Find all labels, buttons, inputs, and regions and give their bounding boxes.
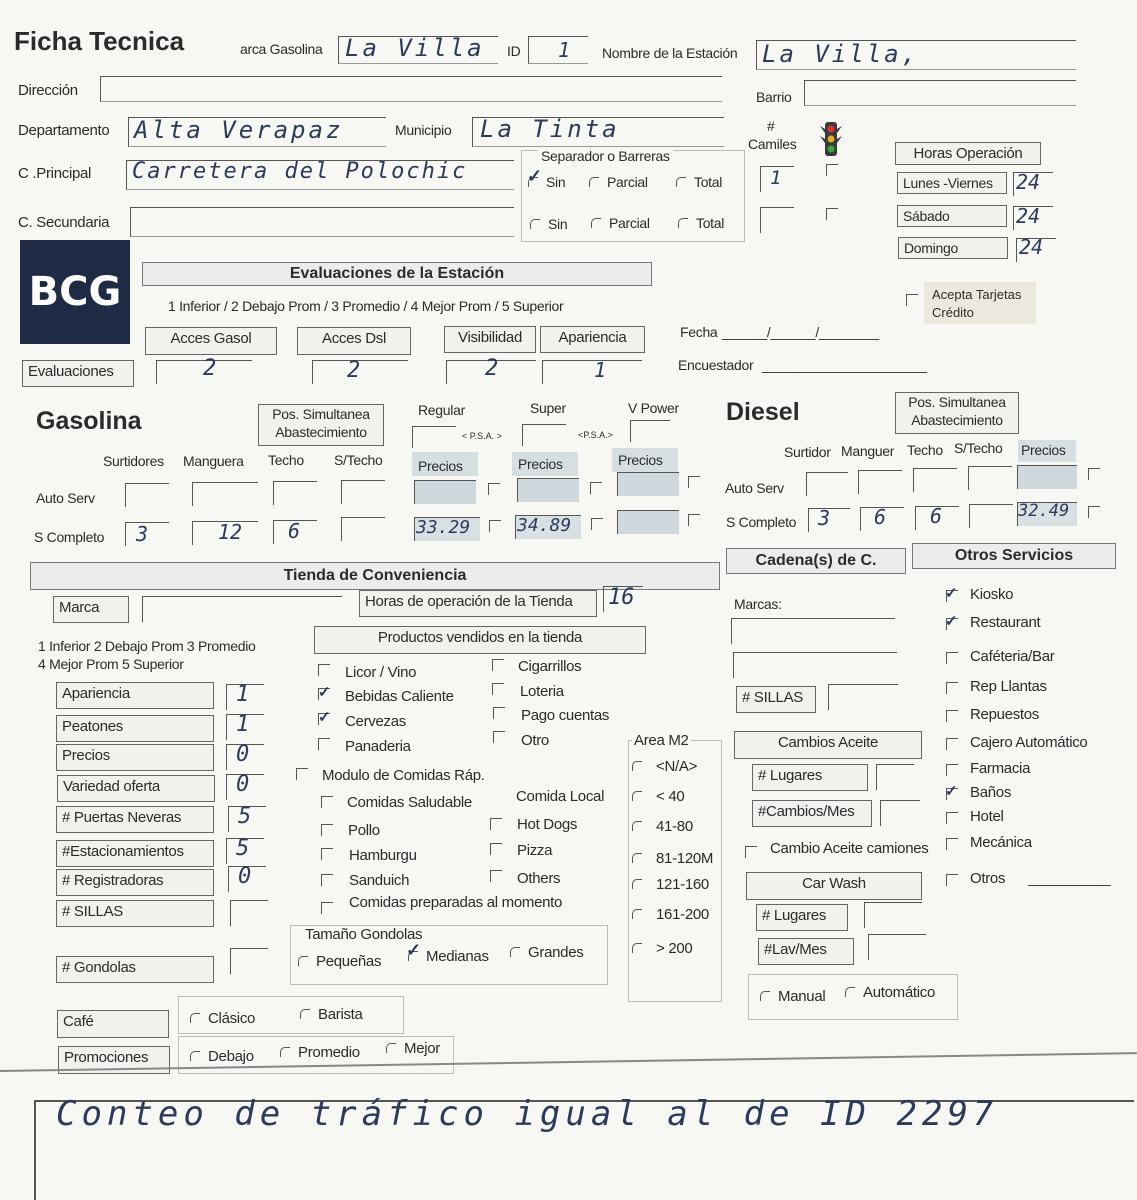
bebidas-label: Bebidas Caliente [345,688,454,705]
gondolas-label: Tamaño Gondolas [305,926,423,943]
pequenas-label: Pequeñas [316,953,382,970]
traffic-light-icon [816,120,846,158]
precios-regular-header: Precios [412,452,478,476]
licor-checkbox[interactable] [318,664,330,676]
mejor-label: Mejor [404,1040,441,1057]
marcas-label: Marcas: [734,596,782,612]
comida-local-label: Comida Local [516,788,605,805]
principal-parcial-radio[interactable] [589,174,648,190]
tienda-rating-label: # Puertas Neveras [56,806,214,833]
diesel-s-completo-label: S Completo [726,514,797,530]
eval-acces-gasol-label: Acces Gasol [145,327,277,355]
diesel-s-techo-value: 6 [930,504,943,528]
diesel-pos-simultanea [895,392,1019,434]
eval-acces-dsl-label: Acces Dsl [297,327,411,355]
precios-vpower-header: Precios [612,448,678,472]
manual-label: Manual [778,988,826,1005]
debajo-label: Debajo [208,1048,254,1065]
otros-servicio-label: Cajero Automático [970,734,1088,751]
departamento-label: Departamento [18,122,110,139]
radio-sin-label: Sin [548,216,568,232]
cervezas-check-icon: ✓ [318,709,331,726]
col-surtidor: Surtidor [784,444,831,460]
tienda-marca-field[interactable] [142,596,342,622]
area-option-label: 121-160 [656,876,709,893]
horas-operacion-title: Horas Operación [895,142,1041,165]
pequenas-radio[interactable] [298,953,381,970]
otros-servicio-checkbox[interactable] [946,838,958,850]
gasolina-pos-line-1: Pos. Simultanea [272,406,370,422]
eval-visibilidad-label: Visibilidad [444,326,536,353]
area-option-radio[interactable] [632,850,713,867]
diesel-title: Diesel [726,398,800,426]
gas-auto-vpower-checkbox[interactable] [688,476,700,488]
id-label: ID [507,43,521,59]
tienda-rating-label: # Registradoras [56,869,214,896]
area-option-radio[interactable] [632,876,709,893]
medianas-label: Medianas [426,948,489,965]
otros-servicio-label: Hotel [970,808,1004,825]
sanduich-checkbox[interactable] [321,874,333,886]
marca-gasolina-value: La Villa [345,34,485,62]
diesel-s-surtidor-value: 3 [818,506,831,530]
regular-pos-field[interactable] [412,426,456,448]
cafe-label: Café [57,1010,169,1038]
separador-label: Separador o Barreras [538,148,673,164]
tienda-rating-label: Apariencia [56,682,214,709]
tienda-rating-label: # SILLAS [56,900,214,927]
gas-s-manguera-value: 12 [218,520,243,544]
promedio-radio[interactable] [280,1044,360,1061]
aceite-lugares-field[interactable] [876,764,914,790]
psa-regular-super: < P.S.A. > [462,431,502,441]
hamburgu-label: Hamburgu [349,847,417,864]
camiles-principal-value: 1 [770,167,782,189]
otro-label: Otro [521,732,549,749]
eval-visibilidad-value: 2 [485,356,499,381]
tienda-rating-label: #Estacionamientos [56,840,214,867]
gas-auto-techo-field[interactable] [273,481,317,505]
area-option-label: < 40 [656,788,685,805]
modulo-comidas-label: Modulo de Comidas Ráp. [322,767,485,784]
promedio-label: Promedio [298,1044,360,1061]
nombre-estacion-label: Nombre de la Estación [602,45,738,61]
lunes-viernes-value: 24 [1016,170,1041,194]
gas-auto-serv-label: Auto Serv [36,490,95,506]
departamento-value: Alta Verapaz [134,116,344,144]
domingo-label: Domingo [898,237,1008,259]
loteria-checkbox[interactable] [492,683,504,695]
c-principal-label: C .Principal [18,165,92,182]
grandes-label: Grandes [528,944,584,961]
car-wash-title: Car Wash [746,872,922,900]
aceite-camiones-label: Cambio Aceite camiones [770,840,929,857]
otros-servicio-label: Kiosko [970,586,1014,603]
barrio-label: Barrio [756,89,792,105]
mejor-radio[interactable] [386,1040,440,1057]
aceite-lugares-label: # Lugares [752,764,868,791]
panaderia-checkbox[interactable] [318,738,330,750]
area-option-label: <N/A> [656,758,698,775]
tienda-rating-value: 0 [236,772,250,797]
psa-super-vpower: <P.S.A.> [578,430,613,440]
tienda-marca-label: Marca [53,596,129,623]
diesel-auto-serv-label: Auto Serv [725,480,784,496]
eval-apariencia-label: Apariencia [540,326,645,353]
diesel-pos-line-1: Pos. Simultanea [908,394,1006,410]
otros-servicio-checkbox[interactable] [946,710,958,722]
otros-servicio-checkbox[interactable] [946,652,958,664]
fecha-field[interactable]: ______/______/________ [722,324,879,340]
notes-divider [0,1052,1137,1078]
diesel-s-s-techo-field[interactable] [969,504,1013,528]
semaforo-secundaria-checkbox[interactable] [826,208,838,220]
col-surtidores: Surtidores [103,453,164,469]
area-option-radio[interactable] [632,818,693,835]
otros-servicio-checkbox[interactable] [946,682,958,694]
diesel-auto-techo-field[interactable] [913,468,957,492]
col-techo: Techo [268,452,304,468]
tienda-rating-label: Precios [56,744,214,771]
grandes-radio[interactable] [510,944,583,961]
gas-auto-super-price[interactable] [517,478,579,502]
aceite-cambios-mes-label: #Cambios/Mes [752,800,872,827]
direccion-label: Dirección [18,82,78,99]
diesel-auto-checkbox[interactable] [1088,468,1100,480]
otros-servicio-checkbox[interactable] [946,812,958,824]
gas-auto-manguera-field[interactable] [192,482,258,506]
eval-apariencia-value: 1 [594,358,607,382]
check-icon: ✓ [945,585,958,602]
radio-parcial-label: Parcial [609,215,650,231]
area-option-radio[interactable] [632,758,697,775]
area-option-radio[interactable] [632,940,692,957]
encuestador-field[interactable]: ______________________ [762,357,927,373]
tienda-rating-value: 0 [238,864,252,889]
gas-auto-regular-checkbox[interactable] [488,483,500,495]
notes-text: Conteo de tráfico igual al de ID 2297 [56,1094,999,1134]
col-diesel-techo: Techo [907,442,943,458]
cadena-title: Cadena(s) de C. [726,548,906,574]
col-manguer: Manguer [841,443,895,459]
otros-servicio-label: Repuestos [970,706,1040,723]
principal-total-radio[interactable] [676,174,722,190]
medianas-check-icon: ✓ [406,940,422,960]
hamburgu-checkbox[interactable] [321,848,333,860]
clasico-radio[interactable] [190,1010,255,1027]
check-icon: ✓ [945,783,958,800]
otros-servicio-label: Farmacia [970,760,1031,777]
super-pos-field[interactable] [522,424,566,446]
pago-cuentas-label: Pago cuentas [521,707,610,724]
modulo-comidas-checkbox[interactable] [296,768,308,780]
id-value: 1 [558,38,571,62]
carwash-lav-mes-label: #Lav/Mes [758,938,854,965]
tienda-rating-value: 1 [236,712,250,737]
domingo-value: 24 [1019,235,1044,259]
cigarrillos-checkbox[interactable] [492,659,504,671]
otros-servicio-checkbox[interactable] [946,738,958,750]
municipio-label: Municipio [395,122,452,138]
gas-s-regular-price: 33.29 [416,517,471,538]
manual-radio[interactable] [760,988,825,1005]
hot-dogs-checkbox[interactable] [490,818,502,830]
gasolina-title: Gasolina [36,407,142,435]
acepta-tarjetas-checkbox[interactable] [906,294,918,306]
camiles-secundaria-field[interactable] [760,207,794,233]
diesel-auto-surtidor-field[interactable] [806,472,848,496]
otros-servicio-label: Caféteria/Bar [970,648,1055,665]
tienda-title: Tienda de Conveniencia [30,562,720,590]
area-group [628,740,722,1002]
cambios-aceite-title: Cambios Aceite [734,731,922,759]
encuestador-label: Encuestador [678,357,754,373]
regular-label: Regular [418,402,465,418]
area-title: Area M2 [634,732,689,749]
area-option-radio[interactable] [632,906,709,923]
bcg-logo: BCG [20,240,130,344]
cigarrillos-label: Cigarrillos [518,658,582,675]
eval-acces-gasol-value: 2 [203,356,217,381]
col-manguera: Manguera [183,453,244,469]
radio-total-label: Total [694,174,723,190]
diesel-pos-line-2: Abastecimiento [911,412,1003,428]
c-secundaria-label: C. Secundaria [18,214,110,231]
others-label: Others [517,870,561,887]
semaforo-principal-checkbox[interactable] [826,164,838,176]
direccion-field[interactable] [100,76,722,102]
comidas-preparadas-label: Comidas preparadas al momento [349,894,563,911]
gas-auto-surtidores-field[interactable] [125,483,169,507]
diesel-s-manguer-value: 6 [874,505,887,529]
tienda-horas-value: 16 [608,585,635,610]
radio-sin-label: Sin [546,174,566,190]
tienda-horas-label: Horas de operación de la Tienda [359,590,597,617]
gasolina-pos-line-2: Abastecimiento [275,424,367,440]
barista-radio[interactable] [300,1006,363,1023]
otros-servicio-label: Rep Llantas [970,678,1047,695]
precios-diesel-header: Precios [1018,440,1076,462]
diesel-auto-manguer-field[interactable] [858,470,902,494]
area-option-radio[interactable] [632,788,684,805]
debajo-radio[interactable] [190,1048,254,1065]
gas-s-surtidores-value: 3 [136,522,149,546]
promociones-label: Promociones [58,1046,170,1074]
hot-dogs-label: Hot Dogs [517,816,578,833]
eval-acces-dsl-value: 2 [347,358,361,383]
gas-s-techo-value: 6 [288,519,301,543]
comidas-preparadas-checkbox[interactable] [321,902,333,914]
gas-s-completo-label: S Completo [34,529,105,545]
col-diesel-s-techo: S/Techo [954,440,1003,456]
cadena-sillas-label: # SILLAS [736,686,816,713]
tienda-rating-value: 0 [236,742,250,767]
carwash-lugares-field[interactable] [864,902,922,928]
radio-total-label: Total [696,215,725,231]
diesel-s-price: 32.49 [1018,501,1070,521]
automatico-label: Automático [863,984,936,1001]
panaderia-label: Panaderia [345,738,411,755]
tienda-rating-label: # Gondolas [56,956,214,983]
pollo-label: Pollo [348,822,380,839]
pizza-label: Pizza [517,842,553,859]
tienda-rating-value: 5 [238,804,252,829]
col-s-techo: S/Techo [334,452,383,468]
evaluaciones-label: Evaluaciones [22,360,134,387]
gas-s-vpower-checkbox[interactable] [688,514,700,526]
tienda-rating-field[interactable] [230,948,268,974]
comidas-saludable-checkbox[interactable] [321,796,333,808]
diesel-auto-s-techo-field[interactable] [968,466,1012,490]
super-label: Super [530,400,566,416]
otros-servicio-checkbox[interactable] [946,874,958,886]
area-option-label: 81-120M [656,850,714,867]
otros-servicio-label: Baños [970,784,1012,801]
precios-super-header: Precios [512,452,578,476]
marcas-field-2[interactable] [733,652,897,678]
cervezas-label: Cervezas [345,713,406,730]
sabado-label: Sábado [897,205,1007,227]
otro-checkbox[interactable] [493,731,505,743]
barrio-field[interactable] [804,80,1076,106]
marca-gasolina-label: arca Gasolina [240,41,323,57]
principal-sin-check-icon: ✓ [527,166,543,186]
marcas-field-1[interactable] [731,618,895,644]
fecha-label: Fecha [680,324,718,340]
area-option-label: 161-200 [656,906,709,923]
eval-apariencia-field[interactable] [542,360,642,384]
loteria-label: Loteria [520,683,564,700]
c-principal-value: Carretera del Polochic [132,159,468,184]
camiles-label: Camiles [748,136,797,152]
tienda-scale-1: 1 Inferior 2 Debajo Prom 3 Promedio [38,638,256,654]
cadena-sillas-field[interactable] [828,684,898,710]
gas-s-s-techo-field[interactable] [341,517,385,541]
gasolina-pos-simultanea [258,404,384,446]
tienda-scale-2: 4 Mejor Prom 5 Superior [38,656,184,672]
gas-s-super-checkbox[interactable] [591,518,603,530]
secundaria-total-radio[interactable] [678,215,724,231]
others-checkbox[interactable] [490,870,502,882]
licor-label: Licor / Vino [345,664,417,681]
gas-s-vpower-price[interactable] [617,510,679,534]
lunes-viernes-label: Lunes -Viernes [897,172,1007,194]
productos-label: Productos vendidos en la tienda [314,626,646,654]
gas-auto-s-techo-field[interactable] [341,480,385,504]
area-option-label: > 200 [656,940,693,957]
gas-s-regular-checkbox[interactable] [489,520,501,532]
evaluaciones-scale: 1 Inferior / 2 Debajo Prom / 3 Promedio / 4 Mejor Prom / 5 Superior [168,298,564,314]
evaluaciones-title: Evaluaciones de la Estación [142,262,652,286]
otros-servicio-label: Mecánica [970,834,1032,851]
diesel-auto-price[interactable] [1017,465,1077,489]
tienda-rating-value: 1 [236,682,250,707]
otros-servicio-label: Otros [970,870,1006,887]
c-secundaria-field[interactable] [130,207,514,237]
radio-parcial-label: Parcial [607,174,648,190]
gas-auto-regular-price[interactable] [414,480,476,504]
otros-servicio-label: Restaurant [970,614,1041,631]
aceite-cambios-mes-field[interactable] [880,800,920,826]
carwash-lugares-label: # Lugares [756,904,848,931]
automatico-radio[interactable] [845,984,935,1001]
comidas-saludable-label: Comidas Saludable [347,794,472,811]
secundaria-sin-radio[interactable] [530,216,567,232]
vpower-label: V Power [628,400,679,416]
gas-s-super-price: 34.89 [517,515,572,536]
otros-blank-line[interactable]: ___________ [1028,870,1111,886]
secundaria-parcial-radio[interactable] [591,215,650,231]
tienda-rating-value: 5 [236,836,250,861]
pizza-checkbox[interactable] [490,843,502,855]
pollo-checkbox[interactable] [321,824,333,836]
tienda-rating-field[interactable] [230,900,268,926]
vpower-pos-field[interactable] [630,420,670,442]
camiles-hash: # [767,118,775,134]
otros-servicio-checkbox[interactable] [946,764,958,776]
bebidas-check-icon: ✓ [318,684,331,701]
aceite-camiones-checkbox[interactable] [745,846,757,858]
clasico-label: Clásico [208,1010,256,1027]
municipio-value: La Tinta [480,115,620,143]
acepta-credito-label: Crédito [932,305,974,320]
gas-auto-super-checkbox[interactable] [590,482,602,494]
barista-label: Barista [318,1006,363,1023]
pago-cuentas-checkbox[interactable] [493,707,505,719]
form-title: Ficha Tecnica [14,26,185,56]
gas-auto-vpower-price[interactable] [617,472,679,496]
nombre-estacion-value: La Villa, [762,40,920,68]
tienda-rating-label: Peatones [56,715,214,742]
sabado-value: 24 [1016,204,1041,228]
area-option-label: 41-80 [656,818,693,835]
sanduich-label: Sanduich [349,872,410,889]
carwash-lav-mes-field[interactable] [868,934,926,960]
acepta-tarjetas-label: Acepta Tarjetas [932,287,1022,302]
otros-servicios-title: Otros Servicios [912,543,1116,569]
check-icon: ✓ [945,613,958,630]
tienda-rating-label: Variedad oferta [57,775,215,802]
diesel-s-checkbox[interactable] [1088,506,1100,518]
